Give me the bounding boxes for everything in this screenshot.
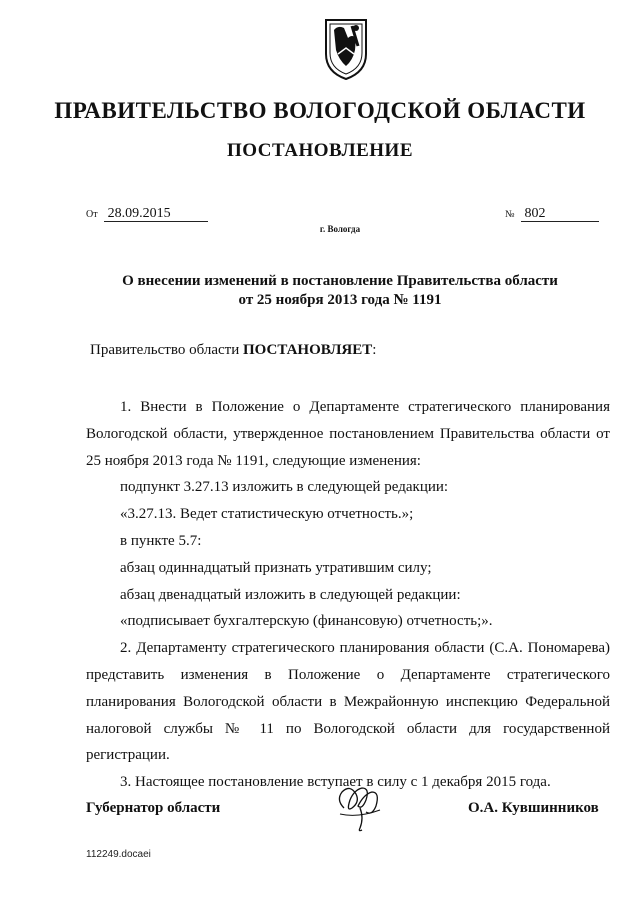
city-label: г. Вологда (319, 224, 361, 234)
subject-line: от 25 ноября 2013 года № 1191 (238, 292, 442, 308)
preamble-bold: ПОСТАНОВЛЯЕТ (242, 342, 373, 358)
coat-of-arms-emblem (322, 16, 370, 82)
preamble (90, 342, 376, 359)
subject-line: О внесении изменений в постановление Правительства области (122, 273, 558, 289)
body-paragraph: «подписывает бухгалтерскую (финансовую) отчетность;». (120, 613, 493, 630)
document-number-field (505, 205, 599, 222)
body-paragraph: подпункт 3.27.13 изложить в следующей редакции: (120, 479, 449, 496)
body-paragraph: «3.27.13. Ведет статистическую отчетность.»; (120, 506, 414, 523)
signer-name: О.А. Кувшинников (468, 800, 599, 816)
document-subject (80, 272, 600, 310)
body-paragraph: в пункте 5.7: (120, 532, 202, 549)
document-date: 28.09.2015 (104, 206, 208, 222)
body-paragraph: 1. Внести в Положение о Департаменте стратегического планирования Вологодской области, утвержденное постановлением Правительства области от 25 ноября 2013 года № 1191, следующие изменения: (86, 399, 610, 469)
preamble-suffix: : (372, 342, 377, 358)
body-paragraph: абзац двенадцатый изложить в следующей редакции: (120, 586, 461, 603)
document-type-title: ПОСТАНОВЛЕНИЕ (226, 140, 414, 161)
body-paragraph: 2. Департаменту стратегического планирования области (С.А. Пономарева) представить изменения в Положение о Департаменте стратегического планирования Вологодской области в Межрайонную инспекцию Федеральной налоговой службы № 11 по Вологодской области для государственной регистрации. (86, 640, 610, 764)
body-paragraph: 3. Настоящее постановление вступает в силу с 1 декабря 2015 года. (120, 774, 551, 791)
handwritten-signature (330, 778, 388, 832)
document-body (86, 394, 610, 796)
document-date-field (86, 205, 208, 222)
government-title: ПРАВИТЕЛЬСТВО ВОЛОГОДСКОЙ ОБЛАСТИ (54, 98, 586, 123)
preamble-text: Правительство области (90, 342, 243, 358)
date-prefix: От (86, 209, 98, 220)
file-code: 112249.docaei (86, 849, 151, 860)
number-prefix: № (505, 209, 515, 220)
body-paragraph: абзац одиннадцатый признать утратившим силу; (120, 559, 432, 576)
document-number: 802 (521, 206, 599, 222)
signer-position: Губернатор области (86, 800, 221, 816)
